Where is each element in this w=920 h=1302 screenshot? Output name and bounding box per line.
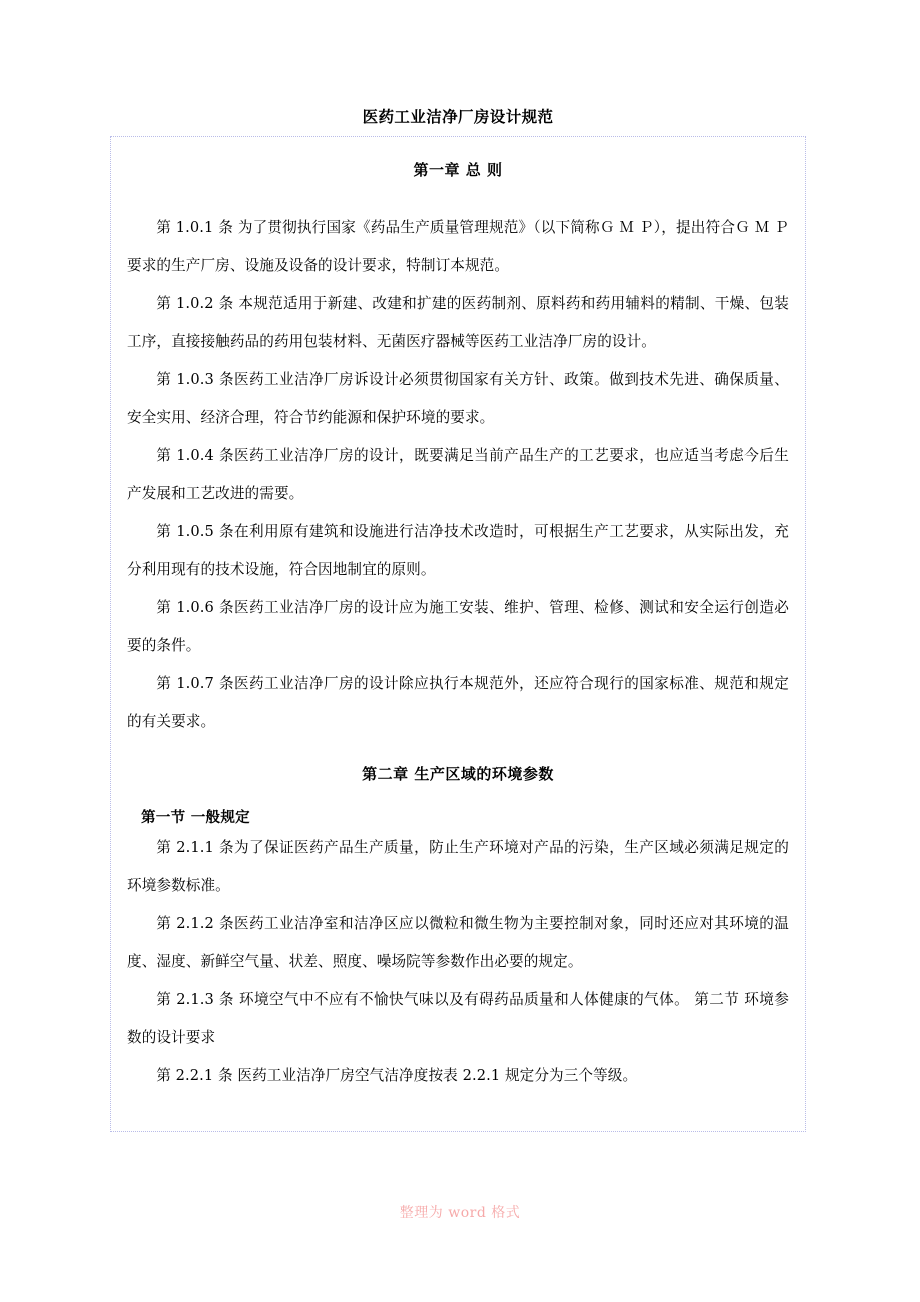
heading-spacer: [127, 181, 789, 191]
clause-1-0-7: 第 1.0.7 条医药工业洁净厂房的设计除应执行本规范外，还应符合现行的国家标准、规范和规定的有关要求。: [127, 675, 789, 730]
clause-2-1-1: 第 2.1.1 条为了保证医药产品生产质量，防止生产环境对产品的污染，生产区域必须满足规定的环境参数标准。: [127, 839, 789, 894]
clause-1-0-4: 第 1.0.4 条医药工业洁净厂房的设计，既要满足当前产品生产的工艺要求，也应适当考虑今后生产发展和工艺改进的需要。: [127, 447, 789, 502]
chapter-heading-1: 第一章 总 则: [413, 161, 503, 179]
clause-1-0-5: 第 1.0.5 条在利用原有建筑和设施进行洁净技术改造时，可根据生产工艺要求，从实际出发，充分利用现有的技术设施，符合因地制宜的原则。: [127, 523, 789, 578]
page-title: 医药工业洁净厂房设计规范: [362, 108, 554, 126]
clause-2-1-3: 第 2.1.3 条 环境空气中不应有不愉快气味以及有碍药品质量和人体健康的气体。 第二节 环境参数的设计要求: [127, 991, 789, 1046]
clause-1-0-2: 第 1.0.2 条 本规范适用于新建、改建和扩建的医药制剂、原料药和药用辅料的精制、干燥、包装工序，直接接触药品的药用包装材料、无菌医疗器械等医药工业洁净厂房的设计。: [127, 295, 789, 350]
watermark-footer: 整理为 word 格式: [399, 1205, 521, 1221]
clause-1-0-3: 第 1.0.3 条医药工业洁净厂房诉设计必须贯彻国家有关方针、政策。做到技术先进、确保质量、安全实用、经济合理，符合节约能源和保护环境的要求。: [127, 371, 789, 426]
clause-1-0-6: 第 1.0.6 条医药工业洁净厂房的设计应为施工安装、维护、管理、检修、测试和安全运行创造必要的条件。: [127, 599, 789, 654]
document-body: [111, 137, 805, 1095]
document-text-frame: [110, 136, 806, 1132]
clause-2-2-1: 第 2.2.1 条 医药工业洁净厂房空气洁净度按表 2.2.1 规定分为三个等级。: [156, 1067, 638, 1084]
clause-2-1-2: 第 2.1.2 条医药工业洁净室和洁净区应以微粒和微生物为主要控制对象，同时还应对其环境的温度、湿度、新鲜空气量、状差、照度、噪场院等参数作出必要的规定。: [127, 915, 789, 970]
chapter-heading-2: 第二章 生产区域的环境参数: [362, 765, 554, 783]
clause-1-0-1: 第 1.0.1 条 为了贯彻执行国家《药品生产质量管理规范》（以下简称Ｇ Ｍ Ｐ），提出符合Ｇ Ｍ Ｐ要求的生产厂房、设施及设备的设计要求，特制订本规范。: [127, 219, 789, 274]
section-heading-2-1: 第一节 一般规定: [141, 810, 250, 826]
